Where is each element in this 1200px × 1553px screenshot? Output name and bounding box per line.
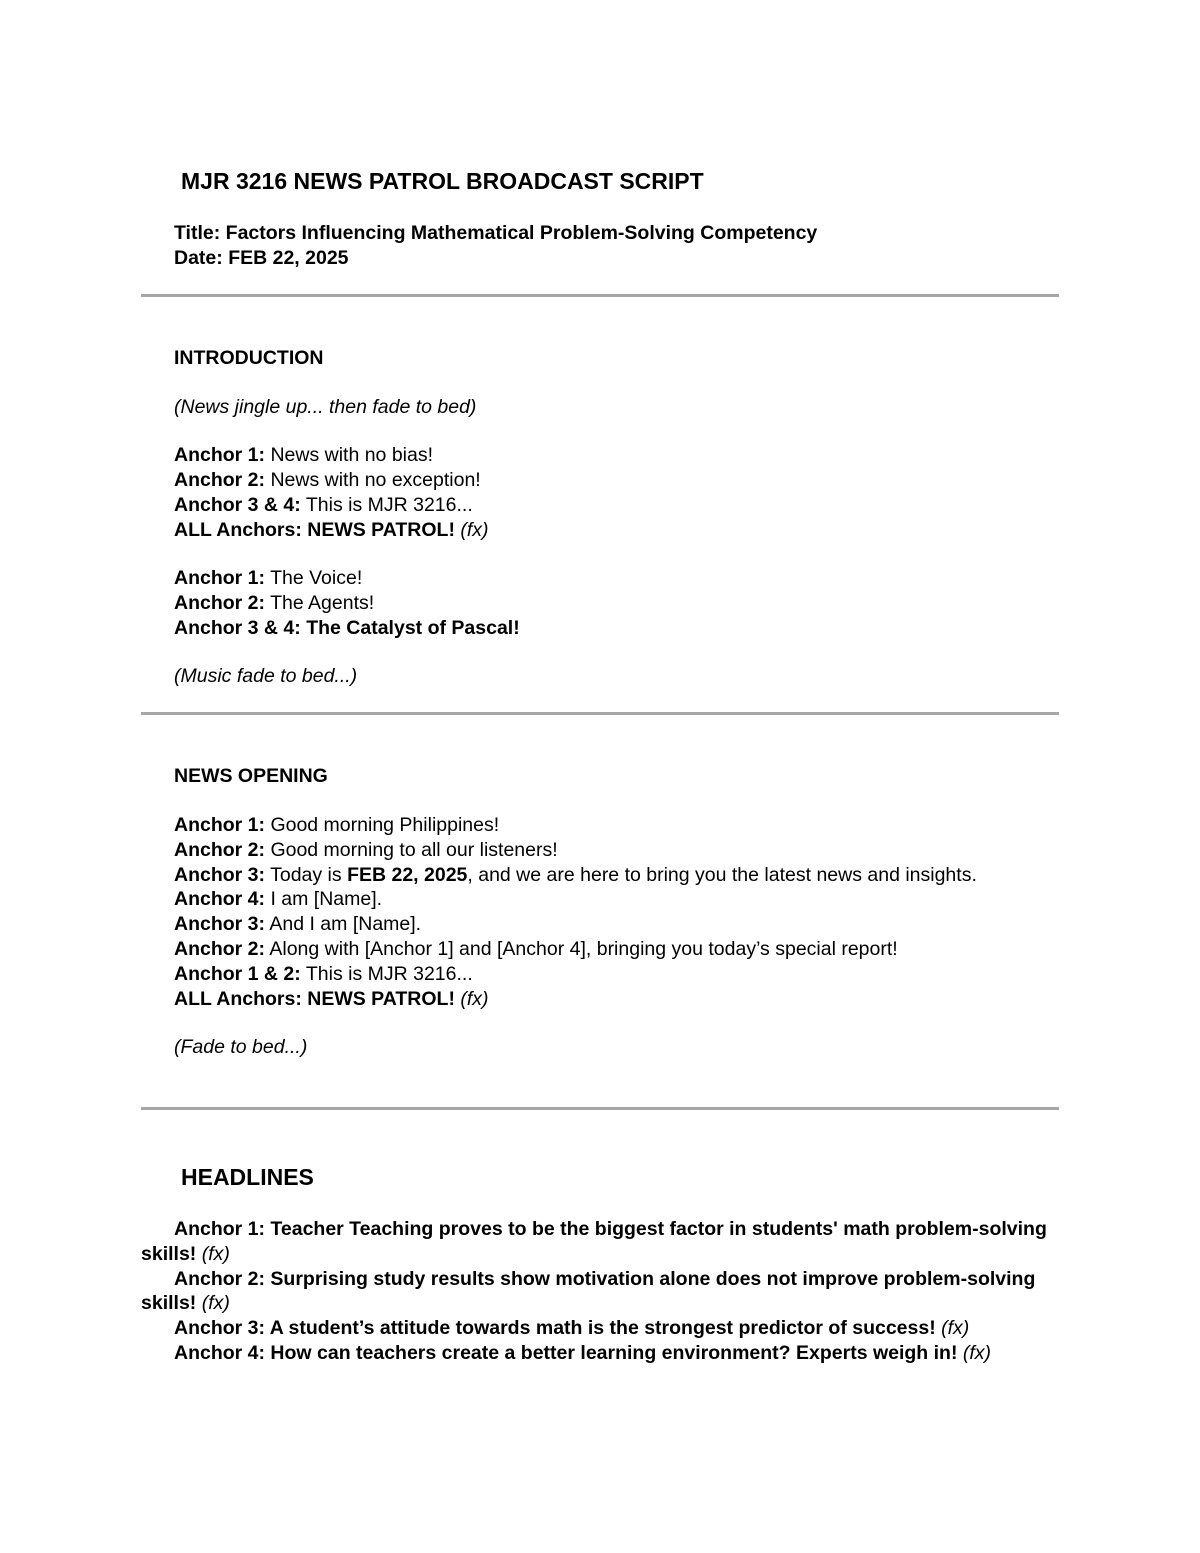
date-label: Date: bbox=[174, 247, 223, 269]
section-divider bbox=[141, 712, 1059, 715]
script-line bbox=[141, 863, 1061, 888]
line-date: FEB 22, 2025 bbox=[347, 863, 468, 886]
line-text: Good morning to all our listeners! bbox=[270, 838, 558, 861]
line-text: News with no bias! bbox=[270, 444, 434, 467]
line-text: The Catalyst of Pascal! bbox=[306, 616, 520, 639]
speaker-label: Anchor 2: bbox=[174, 469, 266, 492]
script-line bbox=[141, 566, 1061, 591]
headline-text: Anchor 4: How can teachers create a better learning environment? Experts weigh in! bbox=[174, 1341, 958, 1364]
line-text: News with no exception! bbox=[270, 469, 481, 492]
speaker-label: Anchor 1: bbox=[174, 444, 266, 467]
speaker-label: Anchor 3 & 4: bbox=[174, 616, 301, 639]
line-text: Along with [Anchor 1] and [Anchor 4], bringing you today’s special report! bbox=[269, 937, 898, 960]
title-label: Title: bbox=[174, 222, 221, 244]
line-text: The Agents! bbox=[270, 591, 375, 614]
speaker-label: Anchor 1 & 2: bbox=[174, 962, 301, 985]
line-text: This is MJR 3216... bbox=[305, 493, 473, 516]
line-text: And I am [Name]. bbox=[269, 913, 422, 936]
speaker-label: Anchor 4: bbox=[174, 888, 266, 911]
speaker-label: Anchor 1: bbox=[174, 566, 266, 589]
script-line bbox=[141, 518, 1061, 543]
headline-item bbox=[141, 1217, 1061, 1267]
sound-effect-cue: (fx) bbox=[962, 1341, 992, 1364]
introduction-body bbox=[141, 395, 1061, 689]
script-line bbox=[141, 937, 1061, 962]
headline-item bbox=[141, 1267, 1061, 1317]
date-line bbox=[174, 247, 349, 270]
sound-effect-cue: (fx) bbox=[460, 987, 489, 1010]
speaker-label: ALL Anchors: bbox=[174, 987, 302, 1010]
headline-text: Anchor 3: A student’s attitude towards math is the strongest predictor of success! bbox=[174, 1317, 936, 1340]
speaker-label: Anchor 2: bbox=[174, 937, 266, 960]
script-line bbox=[141, 838, 1061, 863]
line-text: , and we are here to bring you the latest news and insights. bbox=[467, 863, 977, 886]
speaker-label: Anchor 3: bbox=[174, 863, 266, 886]
speaker-label: Anchor 3: bbox=[174, 913, 266, 936]
line-text: The Voice! bbox=[270, 566, 363, 589]
speaker-label: Anchor 2: bbox=[174, 591, 266, 614]
line-text: NEWS PATROL! bbox=[307, 987, 455, 1010]
news-opening-heading: NEWS OPENING bbox=[174, 765, 328, 787]
script-line bbox=[141, 987, 1061, 1012]
speaker-label: Anchor 3 & 4: bbox=[174, 493, 301, 516]
section-divider bbox=[141, 1107, 1059, 1110]
line-text: This is MJR 3216... bbox=[305, 962, 473, 985]
introduction-heading: INTRODUCTION bbox=[174, 347, 324, 369]
headline-text: Anchor 2: Surprising study results show motivation alone does not improve problem-solving skills! bbox=[141, 1267, 1036, 1315]
stage-cue: (News jingle up... then fade to bed) bbox=[174, 396, 477, 418]
speaker-label: ALL Anchors: bbox=[174, 518, 302, 541]
title-line bbox=[174, 222, 817, 245]
line-text: Today is bbox=[270, 863, 342, 886]
stage-cue: (Music fade to bed...) bbox=[174, 664, 358, 687]
script-line bbox=[141, 493, 1061, 518]
sound-effect-cue: (fx) bbox=[460, 518, 489, 541]
script-line bbox=[141, 443, 1061, 468]
script-line bbox=[141, 616, 1061, 641]
script-line bbox=[141, 912, 1061, 937]
stage-cue: (Fade to bed...) bbox=[174, 1035, 308, 1058]
title-value: Factors Influencing Mathematical Problem-Solving Competency bbox=[225, 222, 818, 244]
news-opening-body bbox=[141, 813, 1061, 1060]
script-line bbox=[141, 962, 1061, 987]
line-text: NEWS PATROL! bbox=[307, 518, 455, 541]
headlines-body bbox=[141, 1217, 1061, 1366]
headline-item bbox=[141, 1341, 1061, 1366]
document-title: MJR 3216 NEWS PATROL BROADCAST SCRIPT bbox=[181, 168, 704, 194]
headline-text: Anchor 1: Teacher Teaching proves to be the biggest factor in students' math problem-solving skills! bbox=[141, 1218, 1047, 1265]
script-line bbox=[141, 468, 1061, 493]
sound-effect-cue: (fx) bbox=[201, 1292, 230, 1315]
headline-item bbox=[141, 1316, 1061, 1341]
script-line bbox=[141, 813, 1061, 838]
line-text: I am [Name]. bbox=[270, 888, 383, 911]
headlines-heading: HEADLINES bbox=[181, 1164, 314, 1190]
section-divider bbox=[141, 294, 1059, 297]
script-line bbox=[141, 887, 1061, 912]
sound-effect-cue: (fx) bbox=[941, 1317, 970, 1340]
speaker-label: Anchor 2: bbox=[174, 838, 266, 861]
date-value: FEB 22, 2025 bbox=[228, 247, 349, 269]
sound-effect-cue: (fx) bbox=[201, 1242, 230, 1265]
line-text: Good morning Philippines! bbox=[270, 814, 500, 836]
speaker-label: Anchor 1: bbox=[174, 814, 266, 836]
script-line bbox=[141, 591, 1061, 616]
